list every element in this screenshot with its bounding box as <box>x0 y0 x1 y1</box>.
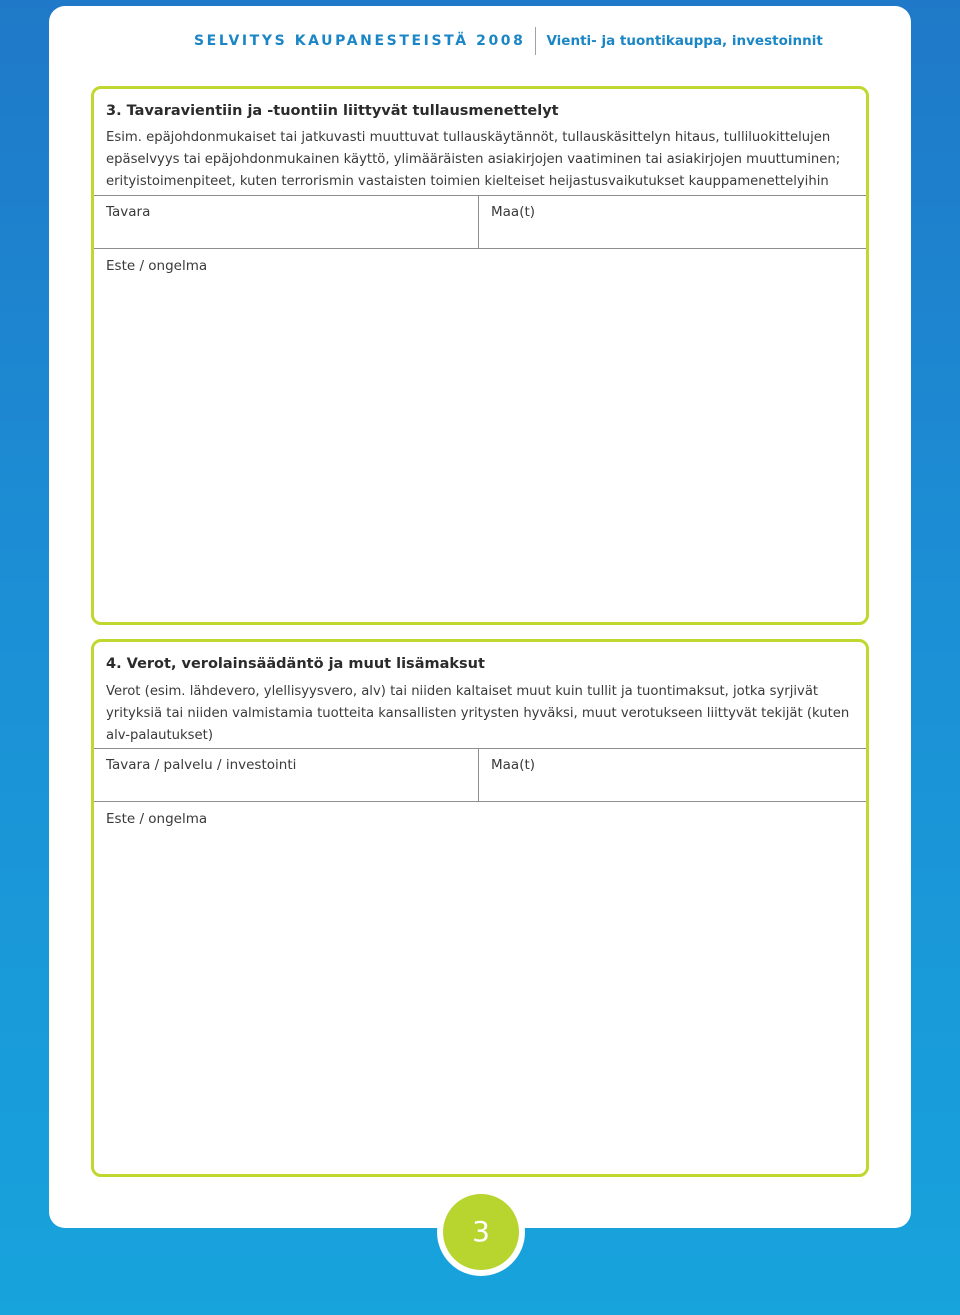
page-number-badge <box>437 1188 525 1276</box>
page-number: 3 <box>443 1194 519 1270</box>
header-title: SELVITYS KAUPANESTEISTÄ 2008 <box>194 33 526 49</box>
section-3-row-divider <box>478 196 479 248</box>
header-subtitle: Vienti- ja tuontikauppa, investoinnit <box>546 33 823 49</box>
section-3-goods-field[interactable]: Tavara <box>106 204 151 220</box>
section-4-box <box>91 639 869 1177</box>
section-3-title: 3. Tavaravientiin ja -tuontiin liittyvät tullausmenettelyt <box>106 103 559 119</box>
section-3-countries-field[interactable]: Maa(t) <box>491 204 536 220</box>
section-4-goods-row <box>94 748 866 802</box>
section-4-obstacle-field[interactable]: Este / ongelma <box>106 811 208 827</box>
section-3-box <box>91 86 869 625</box>
section-3-goods-row <box>94 195 866 249</box>
section-4-countries-field[interactable]: Maa(t) <box>491 757 536 773</box>
section-4-goods-field[interactable]: Tavara / palvelu / investointi <box>106 757 297 773</box>
section-4-row-divider <box>478 749 479 801</box>
section-4-title: 4. Verot, verolainsäädäntö ja muut lisämaksut <box>106 656 485 672</box>
page-header <box>194 26 823 56</box>
header-divider <box>535 27 536 55</box>
section-4-description: Verot (esim. lähdevero, ylellisyysvero, alv) tai niiden kaltaiset muut kuin tullit ja tuontimaksut, jotka syrjivät yrityksiä tai niiden valmistamia tuotteita kansallisten yritysten hyväksi, muut verotukseen liittyvät tekijät (kuten alv-palautukset) <box>106 684 850 743</box>
section-3-description: Esim. epäjohdonmukaiset tai jatkuvasti muuttuvat tullauskäytännöt, tullauskäsittelyn hitaus, tulliluokittelujen epäselvyys tai epäjohdonmukainen käyttö, ylimääräisten asiakirjojen vaatiminen tai asiakirjojen muuttuminen; erityistoimenpiteet, kuten terrorismin vastaisten toimien kielteiset heijastusvaikutukset kauppamenettelyihin <box>106 130 841 189</box>
section-3-obstacle-field[interactable]: Este / ongelma <box>106 258 208 274</box>
